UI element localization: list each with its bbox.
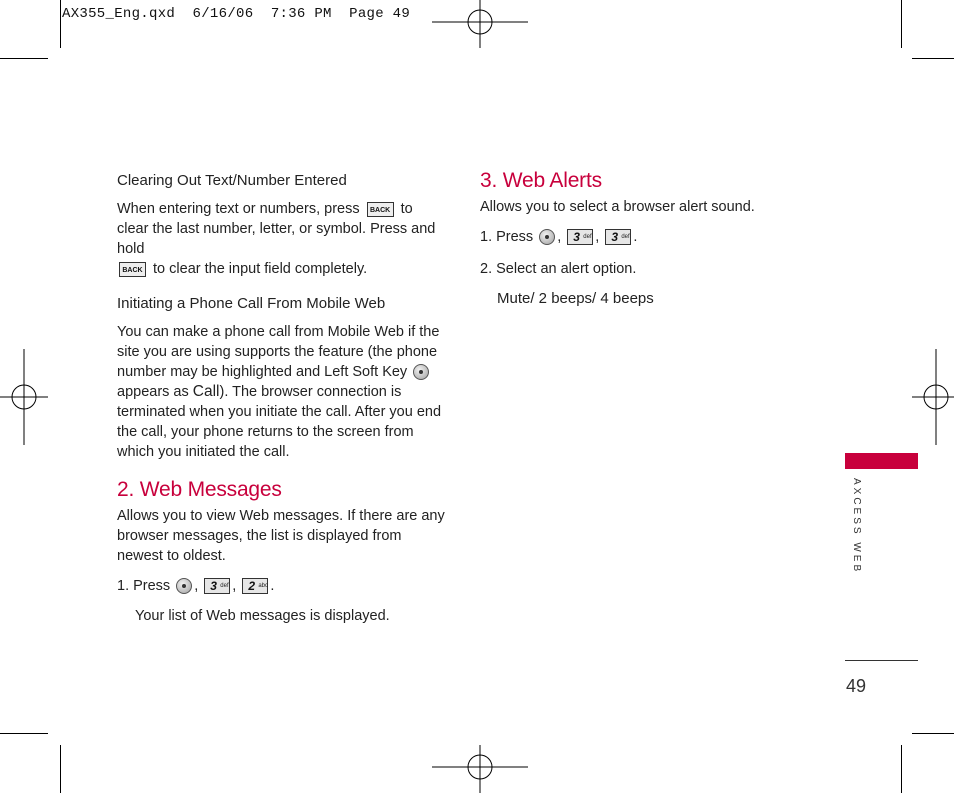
key-2-icon: 2 abc [242, 578, 268, 594]
right-column [480, 171, 780, 309]
page-number: 49 [846, 676, 867, 696]
section-2-step-1: 1. Press , 3 def , 2 abc . [117, 578, 275, 594]
call-text-c: ). The browser connection is terminated when you initiate the call. After you end the call, your phone returns to the screen from which you initiated the call. [117, 384, 442, 460]
back-key-icon: BACK [367, 202, 394, 217]
crop-mark [901, 0, 902, 48]
crop-mark [0, 58, 48, 59]
call-text-a: You can make a phone call from Mobile Web if the site you are using supports the feature (the phone number may be highlighted and Left Soft Key [117, 324, 440, 380]
ok-key-icon [539, 229, 555, 245]
section-3-step-2: 2. Select an alert option. [480, 261, 637, 277]
clear-paragraph [117, 199, 447, 279]
clear-text-b: to clear [117, 201, 413, 237]
section-2-description: Allows you to view Web messages. If there are any browser messages, the list is displayed from newest to oldest. [117, 508, 445, 564]
key-3-icon: 3 def [567, 229, 593, 245]
crop-mark [912, 733, 954, 734]
crop-mark [901, 745, 902, 793]
step-prefix: 1. Press [117, 578, 171, 594]
key-3-icon: 3 def [605, 229, 631, 245]
left-column [117, 171, 447, 626]
registration-mark-left [0, 349, 48, 445]
crop-mark [60, 745, 61, 793]
registration-mark-top [432, 0, 528, 48]
clear-text-d: to clear the input field completely. [153, 261, 368, 277]
ok-key-icon [413, 364, 429, 380]
section-3-description: Allows you to select a browser alert sound. [480, 199, 755, 215]
alert-options: Mute/ 2 beeps/ 4 beeps [497, 290, 654, 307]
call-word: Call [192, 383, 220, 400]
clear-text-a: When entering text or numbers, press [117, 201, 360, 217]
clear-text-c: the last number, letter, or symbol. Press and hold [117, 221, 436, 257]
crop-mark [912, 58, 954, 59]
side-tab-label: AXCESS WEB [851, 478, 862, 575]
section-2-result: Your list of Web messages is displayed. [135, 608, 390, 624]
ok-key-icon [176, 578, 192, 594]
page-number-rule [845, 660, 918, 661]
key-3-icon: 3 def [204, 578, 230, 594]
section-3-title: 3. Web Alerts [480, 169, 602, 192]
crop-mark [60, 0, 61, 48]
clear-heading: Clearing Out Text/Number Entered [117, 172, 347, 189]
section-3-step-1: 1. Press , 3 def , 3 def . [480, 229, 638, 245]
section-tab-marker [845, 453, 918, 469]
call-paragraph [117, 322, 447, 462]
section-2-title: 2. Web Messages [117, 478, 282, 501]
crop-mark [0, 733, 48, 734]
call-heading: Initiating a Phone Call From Mobile Web [117, 295, 386, 312]
back-key-icon: BACK [119, 262, 146, 277]
registration-mark-right [912, 349, 954, 445]
print-slug: AX355_Eng.qxd 6/16/06 7:36 PM Page 49 [62, 6, 411, 22]
registration-mark-bottom [432, 745, 528, 793]
call-text-b: appears as [117, 384, 189, 400]
step-prefix: 1. Press [480, 229, 534, 245]
